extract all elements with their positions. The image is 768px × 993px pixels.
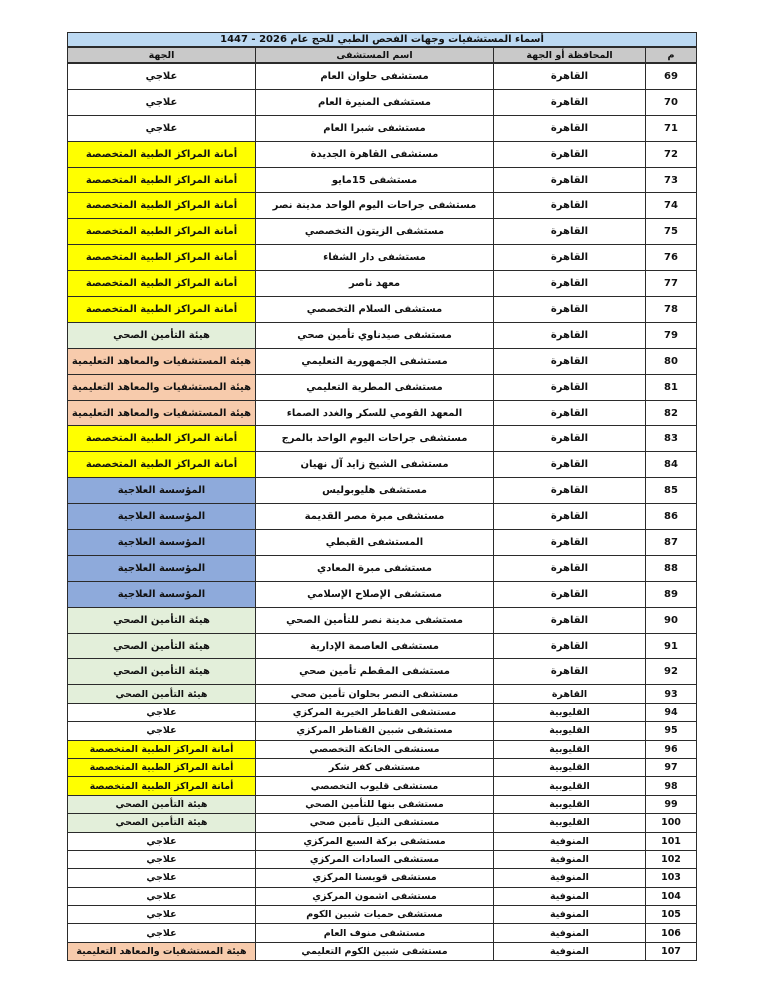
row-number-cell: 91 <box>646 633 697 659</box>
hospital-table <box>67 32 697 961</box>
hospital-name-cell: مستشفى النصر بحلوان تأمين صحي <box>256 685 494 703</box>
row-number-cell: 72 <box>646 141 697 167</box>
table-row <box>67 633 696 659</box>
table-row <box>67 581 696 607</box>
governorate-cell: القليوبية <box>494 795 646 813</box>
hospital-name-cell: مستشفى مدينة نصر للتأمين الصحي <box>256 607 494 633</box>
row-number-cell: 104 <box>646 887 697 905</box>
row-number-cell: 93 <box>646 685 697 703</box>
row-number-cell: 78 <box>646 297 697 323</box>
table-row <box>67 722 696 740</box>
row-number-cell: 107 <box>646 942 697 960</box>
hospital-name-cell: مستشفى هليوبوليس <box>256 478 494 504</box>
governorate-cell: القاهرة <box>494 659 646 685</box>
table-header-row <box>67 47 696 63</box>
table-title-row <box>67 33 696 48</box>
governorate-cell: المنوفية <box>494 942 646 960</box>
table-row <box>67 348 696 374</box>
hospital-name-cell: مستشفى شبين الكوم التعليمي <box>256 942 494 960</box>
authority-cell: هيئة المستشفيات والمعاهد التعليمية <box>67 942 255 960</box>
column-header-hospital: اسم المستشفى <box>256 47 494 63</box>
row-number-cell: 105 <box>646 906 697 924</box>
governorate-cell: القاهرة <box>494 374 646 400</box>
hospital-name-cell: مستشفى كفر شكر <box>256 758 494 776</box>
column-header-num: م <box>646 47 697 63</box>
hospital-list-sheet <box>68 32 697 961</box>
authority-cell: أمانة المراكز الطبية المتخصصة <box>67 777 255 795</box>
row-number-cell: 80 <box>646 348 697 374</box>
governorate-cell: القاهرة <box>494 478 646 504</box>
column-header-authority: الجهة <box>67 47 255 63</box>
hospital-name-cell: مستشفى القناطر الخيرية المركزي <box>256 703 494 721</box>
row-number-cell: 87 <box>646 530 697 556</box>
governorate-cell: القاهرة <box>494 219 646 245</box>
governorate-cell: القاهرة <box>494 581 646 607</box>
hospital-name-cell: مستشفى النيل تأمين صحي <box>256 814 494 832</box>
row-number-cell: 85 <box>646 478 697 504</box>
row-number-cell: 97 <box>646 758 697 776</box>
table-row <box>67 850 696 868</box>
hospital-name-cell: مستشفى جراحات اليوم الواحد مدينة نصر <box>256 193 494 219</box>
row-number-cell: 83 <box>646 426 697 452</box>
row-number-cell: 71 <box>646 115 697 141</box>
table-row <box>67 426 696 452</box>
governorate-cell: القاهرة <box>494 89 646 115</box>
table-row <box>67 758 696 776</box>
table-row <box>67 141 696 167</box>
table-row <box>67 869 696 887</box>
row-number-cell: 81 <box>646 374 697 400</box>
row-number-cell: 69 <box>646 63 697 89</box>
authority-cell: هيئة المستشفيات والمعاهد التعليمية <box>67 400 255 426</box>
authority-cell: علاجي <box>67 906 255 924</box>
table-row <box>67 942 696 960</box>
hospital-name-cell: مستشفى قويسنا المركزي <box>256 869 494 887</box>
table-row <box>67 245 696 271</box>
hospital-name-cell: مستشفى المطرية التعليمي <box>256 374 494 400</box>
row-number-cell: 74 <box>646 193 697 219</box>
table-title: أسماء المستشفيات وجهات الفحص الطبي للحج عام 2026 - 1447 <box>67 33 696 48</box>
governorate-cell: المنوفية <box>494 869 646 887</box>
authority-cell: المؤسسة العلاجية <box>67 581 255 607</box>
hospital-name-cell: مستشفى صيدناوي تأمين صحي <box>256 322 494 348</box>
row-number-cell: 70 <box>646 89 697 115</box>
governorate-cell: القاهرة <box>494 633 646 659</box>
table-row <box>67 814 696 832</box>
governorate-cell: القليوبية <box>494 814 646 832</box>
row-number-cell: 102 <box>646 850 697 868</box>
row-number-cell: 82 <box>646 400 697 426</box>
authority-cell: أمانة المراكز الطبية المتخصصة <box>67 219 255 245</box>
authority-cell: علاجي <box>67 63 255 89</box>
hospital-name-cell: مستشفى منوف العام <box>256 924 494 942</box>
row-number-cell: 94 <box>646 703 697 721</box>
hospital-name-cell: مستشفى جراحات اليوم الواحد بالمرج <box>256 426 494 452</box>
authority-cell: أمانة المراكز الطبية المتخصصة <box>67 141 255 167</box>
governorate-cell: القاهرة <box>494 452 646 478</box>
governorate-cell: القاهرة <box>494 555 646 581</box>
authority-cell: المؤسسة العلاجية <box>67 478 255 504</box>
authority-cell: علاجي <box>67 703 255 721</box>
column-header-governorate: المحافظة أو الجهة <box>494 47 646 63</box>
hospital-name-cell: مستشفى الإصلاح الإسلامي <box>256 581 494 607</box>
row-number-cell: 99 <box>646 795 697 813</box>
hospital-name-cell: مستشفى العاصمة الإدارية <box>256 633 494 659</box>
authority-cell: هيئة التأمين الصحي <box>67 685 255 703</box>
table-row <box>67 607 696 633</box>
row-number-cell: 79 <box>646 322 697 348</box>
table-row <box>67 740 696 758</box>
table-row <box>67 685 696 703</box>
row-number-cell: 86 <box>646 504 697 530</box>
governorate-cell: القليوبية <box>494 740 646 758</box>
hospital-name-cell: مستشفى الجمهورية التعليمي <box>256 348 494 374</box>
row-number-cell: 106 <box>646 924 697 942</box>
authority-cell: أمانة المراكز الطبية المتخصصة <box>67 426 255 452</box>
authority-cell: أمانة المراكز الطبية المتخصصة <box>67 740 255 758</box>
authority-cell: علاجي <box>67 722 255 740</box>
governorate-cell: القاهرة <box>494 348 646 374</box>
authority-cell: علاجي <box>67 869 255 887</box>
authority-cell: أمانة المراكز الطبية المتخصصة <box>67 167 255 193</box>
governorate-cell: القليوبية <box>494 703 646 721</box>
governorate-cell: القاهرة <box>494 193 646 219</box>
table-row <box>67 271 696 297</box>
governorate-cell: القاهرة <box>494 504 646 530</box>
governorate-cell: القاهرة <box>494 167 646 193</box>
hospital-name-cell: معهد ناصر <box>256 271 494 297</box>
table-body <box>67 63 696 961</box>
hospital-name-cell: مستشفى المقطم تأمين صحي <box>256 659 494 685</box>
table-row <box>67 322 696 348</box>
authority-cell: أمانة المراكز الطبية المتخصصة <box>67 297 255 323</box>
table-row <box>67 193 696 219</box>
hospital-name-cell: المعهد القومي للسكر والغدد الصماء <box>256 400 494 426</box>
governorate-cell: القاهرة <box>494 115 646 141</box>
table-row <box>67 832 696 850</box>
row-number-cell: 92 <box>646 659 697 685</box>
governorate-cell: القاهرة <box>494 322 646 348</box>
governorate-cell: المنوفية <box>494 906 646 924</box>
authority-cell: هيئة التأمين الصحي <box>67 322 255 348</box>
governorate-cell: القليوبية <box>494 758 646 776</box>
authority-cell: المؤسسة العلاجية <box>67 555 255 581</box>
hospital-name-cell: مستشفى اشمون المركزي <box>256 887 494 905</box>
table-row <box>67 906 696 924</box>
row-number-cell: 100 <box>646 814 697 832</box>
authority-cell: المؤسسة العلاجية <box>67 504 255 530</box>
row-number-cell: 103 <box>646 869 697 887</box>
authority-cell: علاجي <box>67 850 255 868</box>
row-number-cell: 98 <box>646 777 697 795</box>
authority-cell: علاجي <box>67 89 255 115</box>
hospital-name-cell: مستشفى مبرة مصر القديمة <box>256 504 494 530</box>
table-row <box>67 63 696 89</box>
authority-cell: هيئة التأمين الصحي <box>67 795 255 813</box>
authority-cell: علاجي <box>67 887 255 905</box>
authority-cell: أمانة المراكز الطبية المتخصصة <box>67 193 255 219</box>
table-row <box>67 504 696 530</box>
row-number-cell: 84 <box>646 452 697 478</box>
hospital-name-cell: مستشفى المنيرة العام <box>256 89 494 115</box>
table-row <box>67 89 696 115</box>
authority-cell: علاجي <box>67 924 255 942</box>
row-number-cell: 90 <box>646 607 697 633</box>
hospital-name-cell: مستشفى القاهرة الجديدة <box>256 141 494 167</box>
hospital-name-cell: المستشفى القبطي <box>256 530 494 556</box>
hospital-name-cell: مستشفى 15مايو <box>256 167 494 193</box>
authority-cell: علاجي <box>67 115 255 141</box>
governorate-cell: القليوبية <box>494 777 646 795</box>
governorate-cell: المنوفية <box>494 887 646 905</box>
hospital-name-cell: مستشفى السادات المركزي <box>256 850 494 868</box>
governorate-cell: المنوفية <box>494 832 646 850</box>
table-row <box>67 555 696 581</box>
table-row <box>67 374 696 400</box>
table-row <box>67 703 696 721</box>
table-row <box>67 795 696 813</box>
row-number-cell: 77 <box>646 271 697 297</box>
authority-cell: هيئة التأمين الصحي <box>67 814 255 832</box>
row-number-cell: 89 <box>646 581 697 607</box>
row-number-cell: 95 <box>646 722 697 740</box>
table-row <box>67 400 696 426</box>
table-row <box>67 777 696 795</box>
hospital-name-cell: مستشفى حميات شبين الكوم <box>256 906 494 924</box>
row-number-cell: 96 <box>646 740 697 758</box>
hospital-name-cell: مستشفى الشيخ زايد آل نهيان <box>256 452 494 478</box>
table-row <box>67 167 696 193</box>
table-row <box>67 659 696 685</box>
authority-cell: أمانة المراكز الطبية المتخصصة <box>67 452 255 478</box>
hospital-name-cell: مستشفى دار الشفاء <box>256 245 494 271</box>
authority-cell: هيئة التأمين الصحي <box>67 659 255 685</box>
table-row <box>67 297 696 323</box>
hospital-name-cell: مستشفى شبرا العام <box>256 115 494 141</box>
authority-cell: المؤسسة العلاجية <box>67 530 255 556</box>
table-row <box>67 924 696 942</box>
authority-cell: علاجي <box>67 832 255 850</box>
authority-cell: هيئة المستشفيات والمعاهد التعليمية <box>67 348 255 374</box>
table-row <box>67 452 696 478</box>
hospital-name-cell: مستشفى الزيتون التخصصي <box>256 219 494 245</box>
row-number-cell: 88 <box>646 555 697 581</box>
hospital-name-cell: مستشفى قليوب التخصصي <box>256 777 494 795</box>
table-row <box>67 115 696 141</box>
authority-cell: أمانة المراكز الطبية المتخصصة <box>67 245 255 271</box>
governorate-cell: القاهرة <box>494 685 646 703</box>
hospital-name-cell: مستشفى بنها للتأمين الصحي <box>256 795 494 813</box>
hospital-name-cell: مستشفى الخانكة التخصصي <box>256 740 494 758</box>
hospital-name-cell: مستشفى السلام التخصصي <box>256 297 494 323</box>
governorate-cell: القليوبية <box>494 722 646 740</box>
row-number-cell: 76 <box>646 245 697 271</box>
hospital-name-cell: مستشفى شبين القناطر المركزي <box>256 722 494 740</box>
hospital-name-cell: مستشفى مبرة المعادي <box>256 555 494 581</box>
hospital-name-cell: مستشفى بركة السبع المركزي <box>256 832 494 850</box>
governorate-cell: القاهرة <box>494 297 646 323</box>
governorate-cell: القاهرة <box>494 245 646 271</box>
governorate-cell: القاهرة <box>494 400 646 426</box>
authority-cell: هيئة التأمين الصحي <box>67 607 255 633</box>
table-row <box>67 530 696 556</box>
row-number-cell: 101 <box>646 832 697 850</box>
table-row <box>67 478 696 504</box>
authority-cell: هيئة المستشفيات والمعاهد التعليمية <box>67 374 255 400</box>
governorate-cell: القاهرة <box>494 271 646 297</box>
governorate-cell: القاهرة <box>494 607 646 633</box>
governorate-cell: القاهرة <box>494 141 646 167</box>
governorate-cell: القاهرة <box>494 530 646 556</box>
row-number-cell: 75 <box>646 219 697 245</box>
authority-cell: أمانة المراكز الطبية المتخصصة <box>67 271 255 297</box>
hospital-name-cell: مستشفى حلوان العام <box>256 63 494 89</box>
authority-cell: أمانة المراكز الطبية المتخصصة <box>67 758 255 776</box>
governorate-cell: القاهرة <box>494 426 646 452</box>
governorate-cell: المنوفية <box>494 850 646 868</box>
governorate-cell: المنوفية <box>494 924 646 942</box>
governorate-cell: القاهرة <box>494 63 646 89</box>
row-number-cell: 73 <box>646 167 697 193</box>
authority-cell: هيئة التأمين الصحي <box>67 633 255 659</box>
table-row <box>67 887 696 905</box>
table-row <box>67 219 696 245</box>
